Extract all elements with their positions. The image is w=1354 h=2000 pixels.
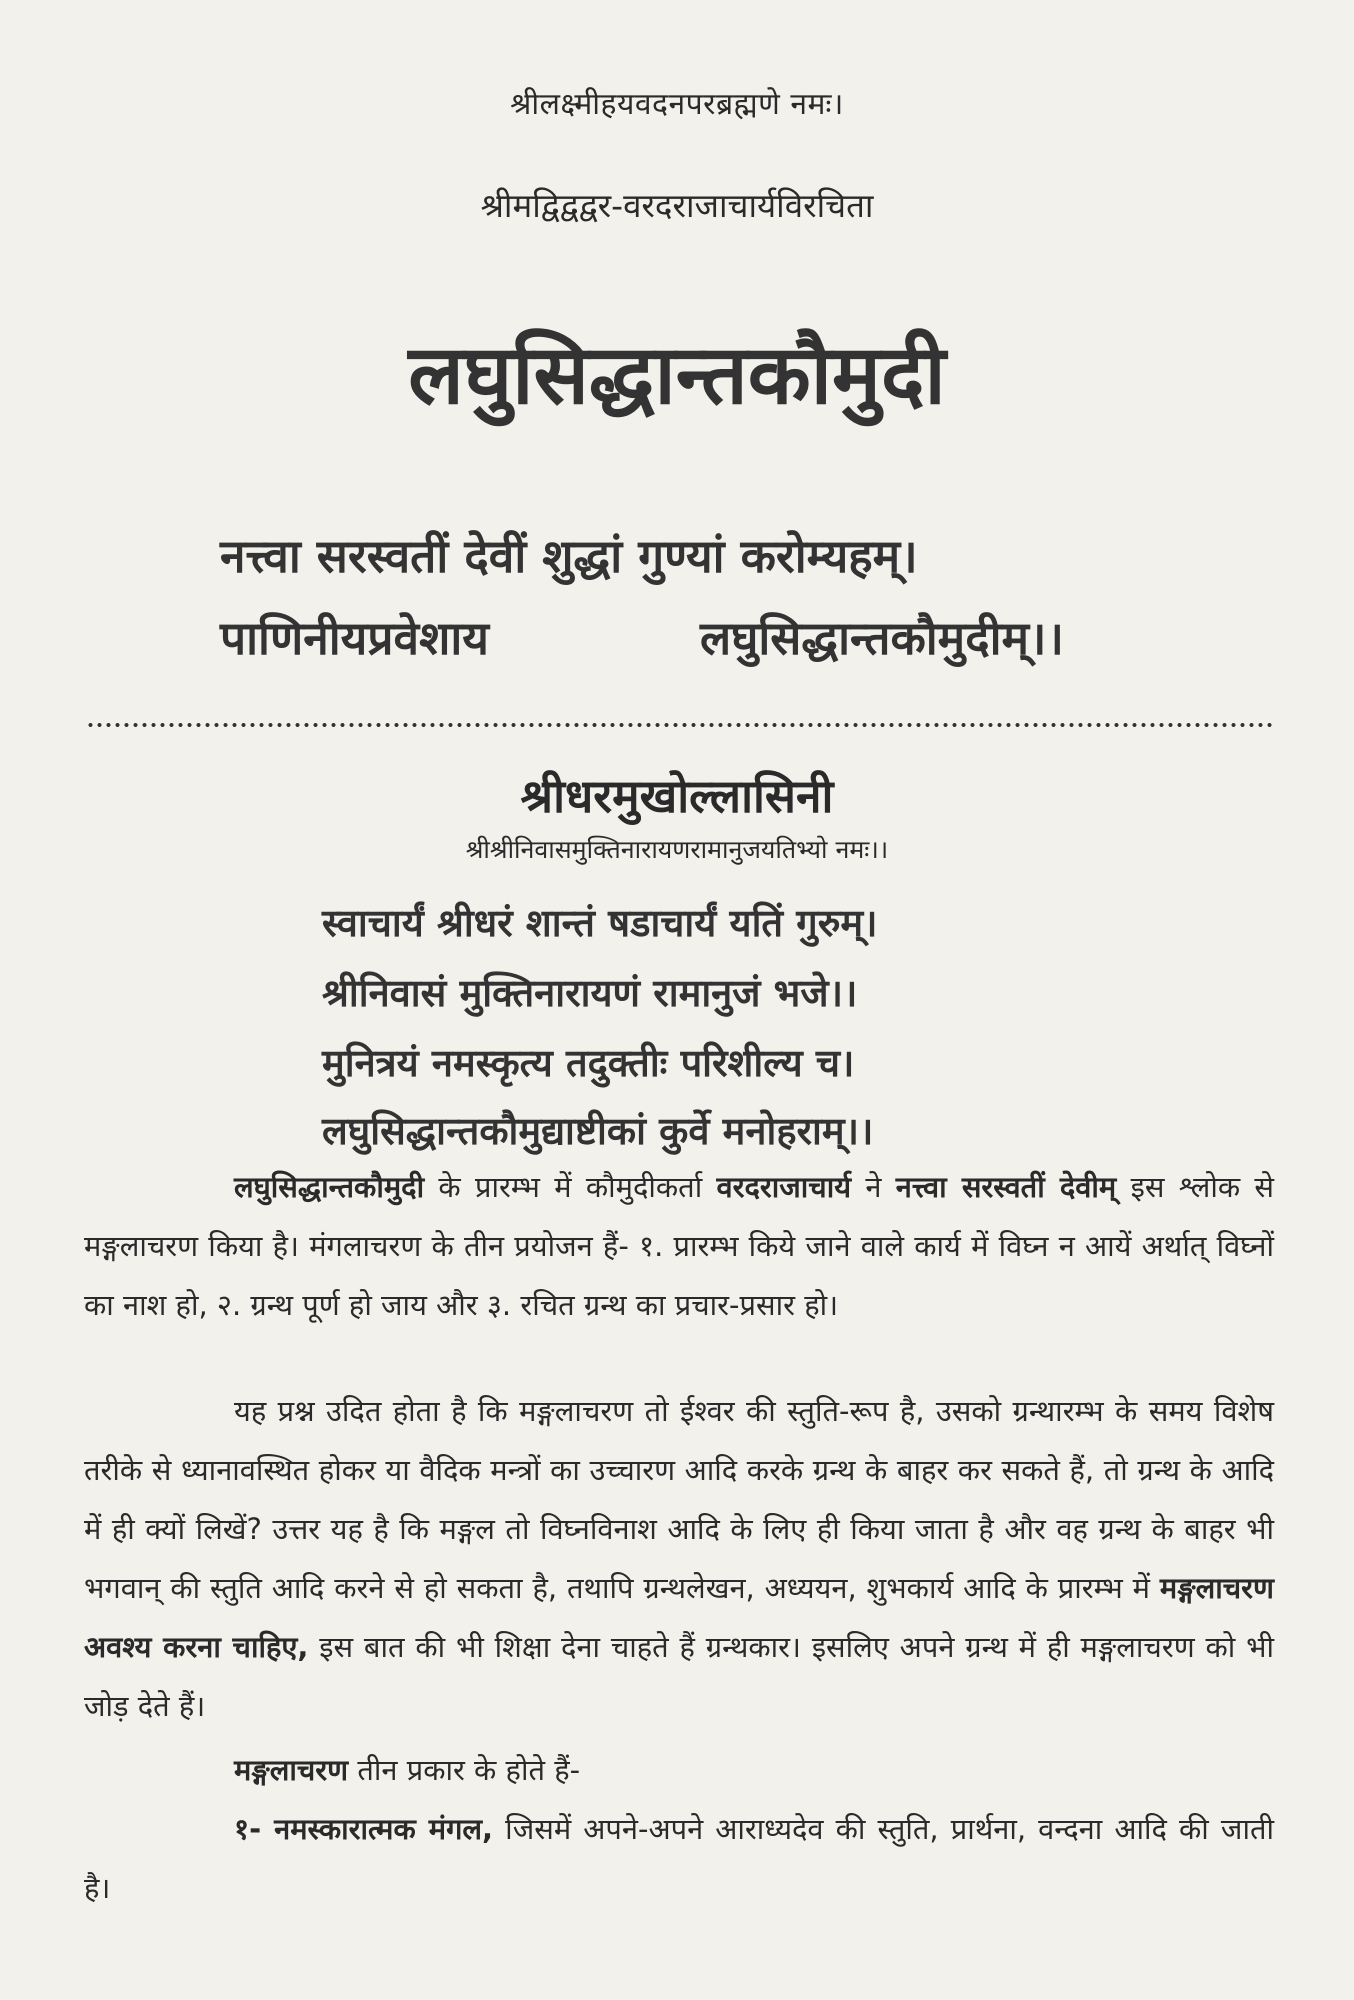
commentary-invocation: श्रीश्रीनिवासमुक्तिनारायणरामानुजयतिभ्यो नमः।। — [465, 835, 889, 864]
page-title: लघुसिद्धान्तकौमुदी — [408, 328, 946, 423]
opening-verse-line-1: नत्त्वा सरस्वतीं देवीं शुद्धां गुण्यां करोम्यहम्। — [220, 529, 918, 583]
invocation-line: श्रीलक्ष्मीहयवदनपरब्रह्मणे नमः। — [510, 87, 844, 122]
commentary-verse-line: मुनित्रयं नमस्कृत्य तदुक्तीः परिशील्य च। — [322, 1041, 855, 1085]
opening-verse-line-2-second-half: लघुसिद्धान्तकौमुदीम्।। — [700, 611, 1064, 665]
paragraph-text: तीन प्रकार के होते हैं- — [348, 1753, 581, 1787]
dotted-divider — [86, 720, 1272, 730]
paragraph-types — [84, 1741, 1274, 1800]
commentary-verse-line: स्वाचार्यं श्रीधरं शान्तं षडाचार्यं यतिं गुरुम्। — [322, 901, 878, 945]
bold-term: वरदराजाचार्य — [716, 1170, 852, 1204]
commentary-verse-line: श्रीनिवासं मुक्तिनारायणं रामानुजं भजे।। — [322, 971, 858, 1015]
paragraph-text: यह प्रश्न उदित होता है कि मङ्गलाचरण तो ईश्वर की स्तुति-रूप है, उसको ग्रन्थारम्भ के समय विशेष तरीके से ध्यानावस्थित होकर या वैदिक मन्त्रों का उच्चारण आदि करके ग्रन्थ के बाहर कर सकते हैं, तो ग्रन्थ के आदि में ही क्यों लिखें? उत्तर यह है कि मङ्गल तो विघ्नविनाश आदि के लिए ही किया जाता है और वह ग्रन्थ के बाहर भी भगवान् की स्तुति आदि करने से हो सकता है, तथापि ग्रन्थलेखन, अध्ययन, शुभकार्य आदि के प्रारम्भ में — [84, 1394, 1274, 1605]
paragraph-question — [84, 1382, 1274, 1736]
paragraph-text: इस बात की भी शिक्षा देना चाहते हैं ग्रन्थकार। इसलिए अपने ग्रन्थ में ही मङ्गलाचरण को भी जोड़ देते हैं। — [84, 1630, 1274, 1723]
bold-term: मङ्गलाचरण — [234, 1753, 349, 1787]
paragraph-text: ने — [851, 1170, 896, 1204]
bold-term: नत्त्वा सरस्वतीं देवीम् — [895, 1170, 1117, 1204]
paragraph-text: के प्रारम्भ में कौमुदीकर्ता — [424, 1170, 717, 1204]
paragraph-intro — [84, 1158, 1274, 1335]
commentary-title: श्रीधरमुखोल्लासिनी — [520, 769, 834, 823]
opening-verse-line-2-first-half: पाणिनीयप्रवेशाय — [220, 611, 489, 665]
bold-term: मङ्गलाचरण अवश्य करना चाहिए, — [84, 1571, 1274, 1664]
commentary-verse-line: लघुसिद्धान्तकौमुद्याष्टीकां कुर्वे मनोहराम्।। — [322, 1109, 874, 1153]
paragraph-text: जिसमें अपने-अपने आराध्यदेव की स्तुति, प्रार्थना, वन्दना आदि की जाती है। — [84, 1812, 1274, 1905]
bold-term: १- नमस्कारात्मक मंगल, — [234, 1812, 494, 1846]
opening-verse-line-2 — [220, 606, 1200, 668]
bold-term: लघुसिद्धान्तकौमुदी — [234, 1170, 425, 1204]
paragraph-text: इस श्लोक से मङ्गलाचरण किया है। मंगलाचरण के तीन प्रयोजन हैं- १. प्रारम्भ किये जाने वाले कार्य में विघ्न न आयें अर्थात् विघ्नों का नाश हो, २. ग्रन्थ पूर्ण हो जाय और ३. रचित ग्रन्थ का प्रचार-प्रसार हो। — [84, 1170, 1274, 1322]
author-line: श्रीमद्विद्वद्वर-वरदराजाचार्यविरचिता — [480, 186, 874, 225]
paragraph-type-one — [84, 1800, 1274, 1918]
